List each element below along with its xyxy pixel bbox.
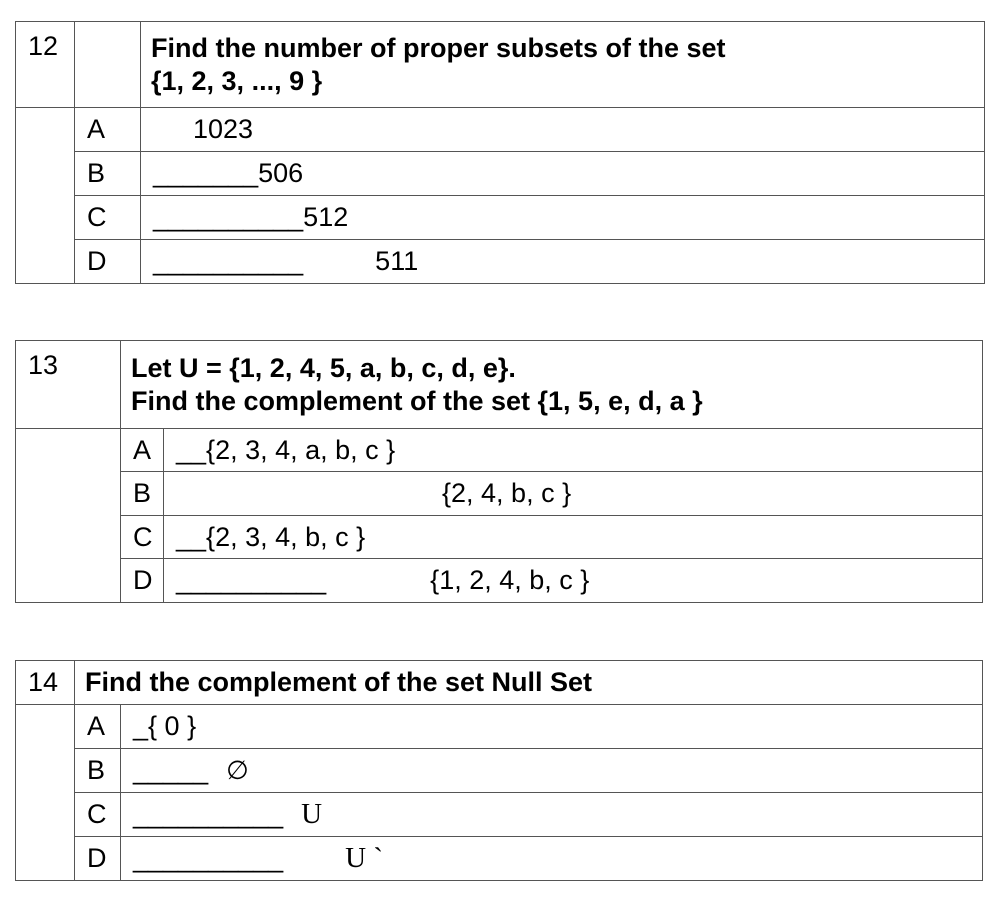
empty-cell	[16, 429, 121, 603]
option-letter-b: B	[75, 749, 121, 793]
option-letter-a: A	[75, 705, 121, 749]
question-number: 13	[16, 341, 121, 429]
option-prefix: _	[133, 711, 149, 742]
option-b[interactable]	[164, 472, 983, 516]
option-value: {2, 3, 4, b, c }	[206, 521, 366, 552]
option-value: 511	[375, 246, 419, 277]
option-value: 512	[303, 202, 349, 233]
question-13-table	[15, 340, 983, 603]
option-b[interactable]	[141, 152, 985, 196]
option-value: {2, 3, 4, a, b, c }	[206, 434, 396, 465]
option-prefix: __	[176, 521, 207, 552]
option-prefix: __________	[153, 202, 304, 233]
question-text: Find the complement of the set Null Set	[75, 661, 983, 705]
option-a[interactable]	[141, 108, 985, 152]
option-prefix: __________	[176, 565, 327, 596]
option-letter-c: C	[75, 793, 121, 837]
question-number: 14	[16, 661, 75, 705]
option-prefix: __________	[133, 843, 284, 874]
option-letter-d: D	[75, 240, 141, 284]
option-letter-a: A	[121, 429, 164, 472]
option-prefix: __________	[153, 246, 304, 277]
option-letter-b: B	[121, 472, 164, 516]
option-prefix: __	[176, 434, 207, 465]
option-d[interactable]	[164, 559, 983, 603]
option-letter-a: A	[75, 108, 141, 152]
option-d[interactable]	[141, 240, 985, 284]
option-letter-c: C	[121, 516, 164, 559]
option-value: 1023	[193, 114, 254, 145]
question-12-table	[15, 21, 985, 284]
option-letter-d: D	[75, 837, 121, 881]
option-c[interactable]	[121, 793, 983, 837]
empty-set-symbol: ∅	[226, 755, 249, 786]
option-prefix: _______	[153, 158, 259, 189]
question-14-table	[15, 660, 983, 881]
option-prefix: __________	[133, 799, 284, 830]
option-letter-d: D	[121, 559, 164, 603]
question-text	[121, 341, 983, 429]
option-c[interactable]	[141, 196, 985, 240]
option-c[interactable]	[164, 516, 983, 559]
option-letter-c: C	[75, 196, 141, 240]
option-letter-b: B	[75, 152, 141, 196]
option-value: {2, 4, b, c }	[442, 478, 572, 509]
option-value: {1, 2, 4, b, c }	[430, 565, 590, 596]
option-d[interactable]	[121, 837, 983, 881]
option-value: U `	[345, 842, 384, 875]
option-value: U	[301, 798, 323, 831]
question-line-1: Find the number of proper subsets of the set	[151, 33, 726, 64]
question-number: 12	[16, 22, 75, 108]
option-value: 506	[258, 158, 304, 189]
question-text	[141, 22, 985, 108]
option-a[interactable]	[121, 705, 983, 749]
option-b[interactable]	[121, 749, 983, 793]
empty-cell	[16, 108, 75, 284]
question-line-1: Let U = {1, 2, 4, 5, a, b, c, d, e}.	[131, 353, 516, 384]
empty-cell	[75, 22, 141, 108]
option-a[interactable]	[164, 429, 983, 472]
empty-cell	[16, 705, 75, 881]
question-line-2: Find the complement of the set {1, 5, e, d, a }	[131, 385, 703, 416]
option-value: { 0 }	[148, 711, 197, 742]
option-prefix: _____	[133, 754, 209, 785]
question-line-2: {1, 2, 3, ..., 9 }	[151, 65, 323, 96]
